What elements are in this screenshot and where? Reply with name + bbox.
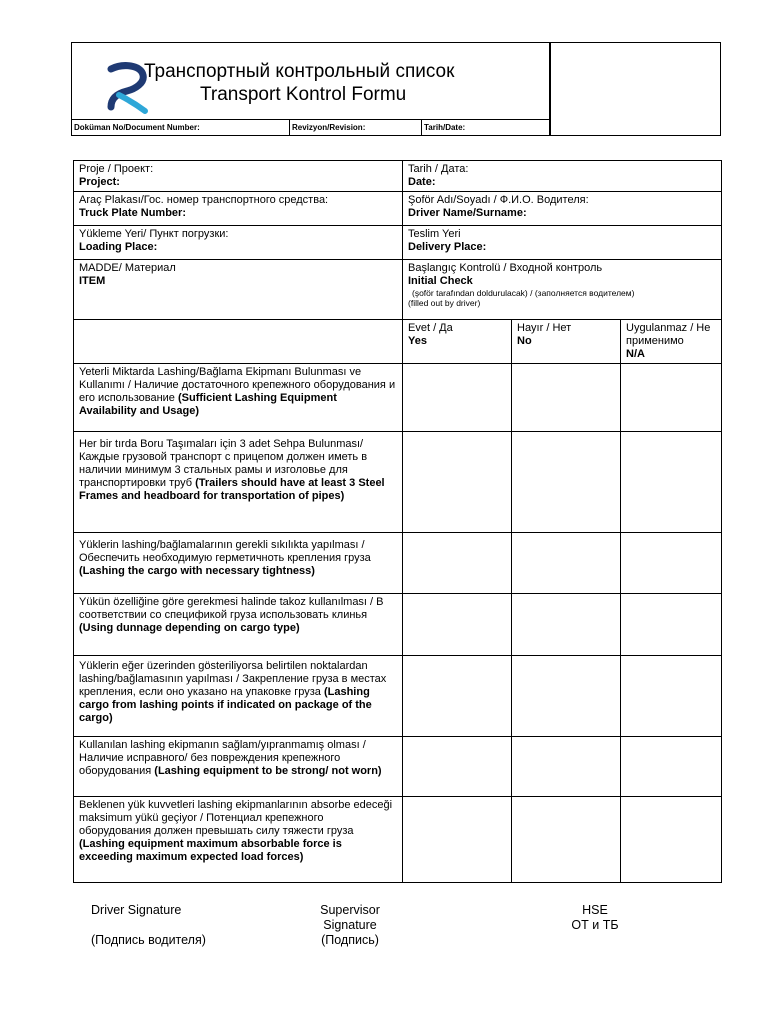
table-row [74, 533, 722, 594]
revision-label: Revizyon/Revision: [292, 123, 366, 132]
delivery-place-field[interactable]: Teslim Yeri Delivery Place: [403, 226, 722, 260]
document-meta-row [72, 120, 550, 136]
checklist-table [73, 160, 722, 883]
na-checkbox[interactable] [621, 432, 722, 533]
table-row [74, 737, 722, 797]
yes-checkbox[interactable] [403, 432, 512, 533]
no-checkbox[interactable] [512, 364, 621, 432]
table-row [74, 594, 722, 656]
table-row [74, 161, 722, 192]
yes-checkbox[interactable] [403, 594, 512, 656]
yes-checkbox[interactable] [403, 364, 512, 432]
title-turkish: Transport Kontrol Formu [200, 84, 407, 105]
document-header [71, 42, 721, 136]
yes-checkbox[interactable] [403, 533, 512, 594]
no-checkbox[interactable] [512, 533, 621, 594]
hse-signature[interactable]: HSE ОТ и ТБ [571, 903, 619, 932]
title-russian: Транспортный контрольный список [144, 61, 455, 82]
no-checkbox[interactable] [512, 656, 621, 737]
yes-checkbox[interactable] [403, 656, 512, 737]
na-checkbox[interactable] [621, 656, 722, 737]
checklist-item: Yüklerin lashing/bağlamalarının gerekli sıkılıkta yapılması / Обеспечить необходимую герметичноть крепления груза (Lashing the cargo with necessary tightness) [74, 533, 403, 594]
checklist-item: Beklenen yük kuvvetleri lashing ekipmanlarının absorbe edeceği maksimum yükü geçiyor / Потенциал крепежного оборудования должен превышать силу тяжести груза (Lashing equipment maximum absorbable force is exceeding maximum expected load forces) [74, 797, 403, 883]
column-yes: Evet / Да Yes [403, 320, 512, 364]
na-checkbox[interactable] [621, 737, 722, 797]
driver-name-field[interactable]: Şoför Adı/Soyadı / Ф.И.О. Водителя: Driver Name/Surname: [403, 192, 722, 226]
blank-cell [74, 320, 403, 364]
yes-checkbox[interactable] [403, 737, 512, 797]
date-label: Tarih/Date: [424, 123, 466, 132]
no-checkbox[interactable] [512, 432, 621, 533]
loading-place-field[interactable]: Yükleme Yeri/ Пункт погрузки: Loading Place: [74, 226, 403, 260]
column-no: Hayır / Нет No [512, 320, 621, 364]
na-checkbox[interactable] [621, 364, 722, 432]
column-na: Uygulanmaz / Не применимо N/A [621, 320, 722, 364]
project-field[interactable]: Proje / Проект: Project: [74, 161, 403, 192]
table-row [74, 260, 722, 320]
table-row [74, 432, 722, 533]
document-number-label: Doküman No/Document Number: [74, 123, 200, 132]
company-logo-icon [105, 61, 149, 115]
table-row [74, 320, 722, 364]
driver-signature[interactable]: Driver Signature (Подпись водителя) [91, 903, 206, 947]
na-checkbox[interactable] [621, 594, 722, 656]
na-checkbox[interactable] [621, 533, 722, 594]
item-header: MADDE/ Материал ITEM [74, 260, 403, 320]
no-checkbox[interactable] [512, 797, 621, 883]
checklist-item: Yüklerin eğer üzerinden gösteriliyorsa belirtilen noktalardan lashing/bağlamasının yapılması / Закрепление груза в местах крепления, если оно указано на упаковке груза (Lashing cargo from lashing points if indicated on package of the cargo) [74, 656, 403, 737]
table-row [74, 192, 722, 226]
initial-check-header: Başlangıç Kontrolü / Входной контроль Initial Check (şoför tarafından doldurulacak) / (заполняется водителем) (filled out by driver) [403, 260, 722, 320]
table-row [74, 364, 722, 432]
table-row [74, 797, 722, 883]
yes-checkbox[interactable] [403, 797, 512, 883]
checklist-item: Kullanılan lashing ekipmanın sağlam/yıpranmamış olması / Наличие исправного/ без повреждения крепежного оборудования (Lashing equipment to be strong/ not worn) [74, 737, 403, 797]
table-row [74, 226, 722, 260]
na-checkbox[interactable] [621, 797, 722, 883]
no-checkbox[interactable] [512, 594, 621, 656]
no-checkbox[interactable] [512, 737, 621, 797]
truck-plate-field[interactable]: Araç Plakası/Гос. номер транспортного средства: Truck Plate Number: [74, 192, 403, 226]
checklist-item: Yeterli Miktarda Lashing/Bağlama Ekipmanı Bulunması ve Kullanımı / Наличие достаточного крепежного оборудования и его использование (Sufficient Lashing Equipment Availability and Usage) [74, 364, 403, 432]
table-row [74, 656, 722, 737]
supervisor-signature[interactable]: Supervisor Signature (Подпись) [320, 903, 380, 947]
checklist-item: Her bir tırda Boru Taşımaları için 3 adet Sehpa Bulunması/ Каждые грузовой транспорт с прицепом должен иметь в наличии минимум 3 стальных рамы и изголовье для транспортировки труб (Trailers should have at least 3 Steel Frames and headboard for transportation of pipes) [74, 432, 403, 533]
checklist-item: Yükün özelliğine göre gerekmesi halinde takoz kullanılması / В соответствии со спецификой груза использовать клинья (Using dunnage depending on cargo type) [74, 594, 403, 656]
date-field[interactable]: Tarih / Дата: Date: [403, 161, 722, 192]
